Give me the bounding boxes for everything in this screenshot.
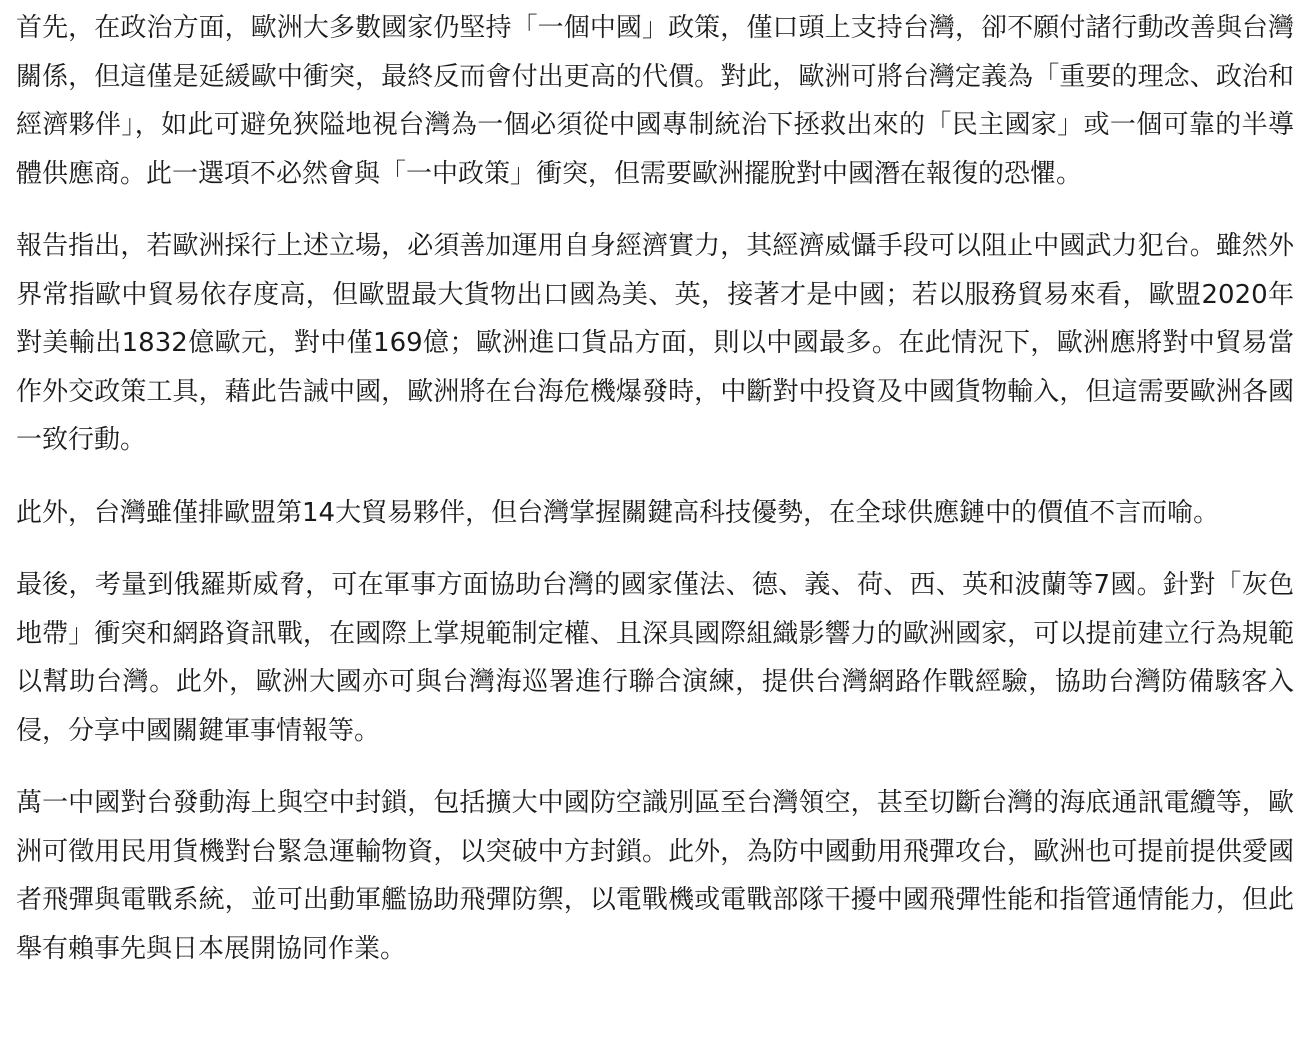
paragraph-political: 首先，在政治方面，歐洲大多數國家仍堅持「一個中國」政策，僅口頭上支持台灣，卻不願付諸行動改善與台灣關係，但這僅是延緩歐中衝突，最終反而會付出更高的代價。對此，歐洲可將台灣定義為「重要的理念、政治和經濟夥伴」，如此可避免狹隘地視台灣為一個必須從中國專制統治下拯救出來的「民主國家」或一個可靠的半導體供應商。此一選項不必然會與「一中政策」衝突，但需要歐洲擺脫對中國潛在報復的恐懼。 xyxy=(16,13,1294,189)
paragraph-blockade: 萬一中國對台發動海上與空中封鎖，包括擴大中國防空識別區至台灣領空，甚至切斷台灣的海底通訊電纜等，歐洲可徵用民用貨機對台緊急運輸物資，以突破中方封鎖。此外，為防中國動用飛彈攻台，歐洲也可提前提供愛國者飛彈與電戰系統，並可出動軍艦協助飛彈防禦，以電戰機或電戰部隊干擾中國飛彈性能和指管通情能力，但此舉有賴事先與日本展開協同作業。 xyxy=(16,788,1294,964)
paragraph-trade-partner: 此外，台灣雖僅排歐盟第14大貿易夥伴，但台灣掌握關鍵高科技優勢，在全球供應鏈中的價值不言而喻。 xyxy=(16,497,1220,528)
paragraph-military: 最後，考量到俄羅斯威脅，可在軍事方面協助台灣的國家僅法、德、義、荷、西、英和波蘭等7國。針對「灰色地帶」衝突和網路資訊戰，在國際上掌規範制定權、且深具國際組織影響力的歐洲國家，可以提前建立行為規範以幫助台灣。此外，歐洲大國亦可與台灣海巡署進行聯合演練，提供台灣網路作戰經驗，協助台灣防備駭客入侵，分享中國關鍵軍事情報等。 xyxy=(16,570,1294,746)
paragraph-economic: 報告指出，若歐洲採行上述立場，必須善加運用自身經濟實力，其經濟威懾手段可以阻止中國武力犯台。雖然外界常指歐中貿易依存度高，但歐盟最大貨物出口國為美、英，接著才是中國；若以服務貿易來看，歐盟2020年對美輸出1832億歐元，對中僅169億；歐洲進口貨品方面，則以中國最多。在此情況下，歐洲應將對中貿易當作外交政策工具，藉此告誡中國，歐洲將在台海危機爆發時，中斷對中投資及中國貨物輸入，但這需要歐洲各國一致行動。 xyxy=(16,231,1294,455)
